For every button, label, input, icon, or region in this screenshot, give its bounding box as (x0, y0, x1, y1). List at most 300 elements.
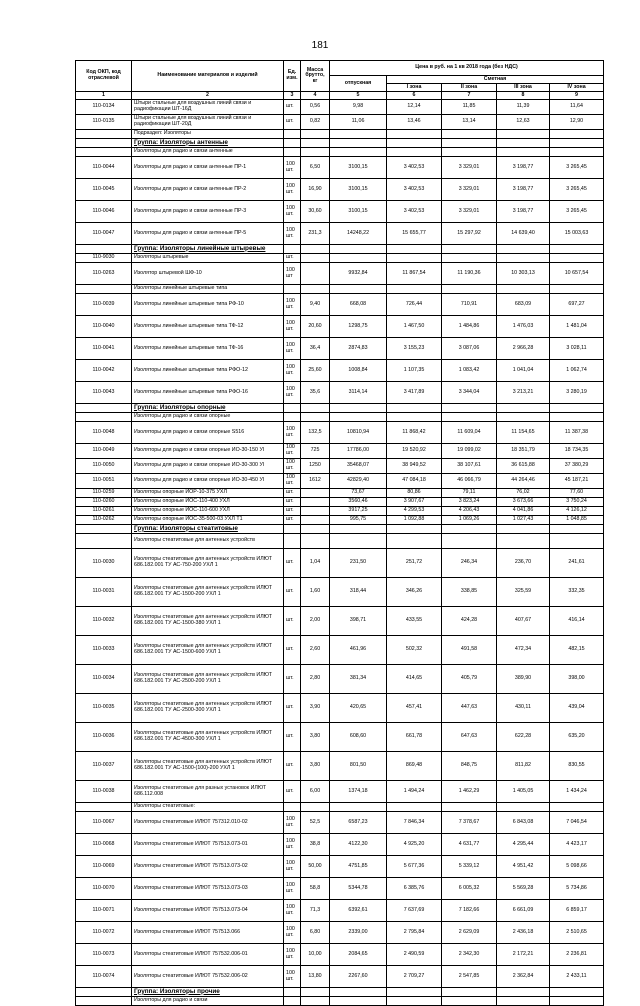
table-row (76, 498, 604, 507)
row-price-zone-3: 2 966,28 (497, 338, 550, 360)
row-unit (284, 534, 301, 549)
row-unit: 100 шт. (284, 179, 301, 201)
row-price-zone-3: 10 303,13 (497, 263, 550, 285)
row-price-zone-1: 346,26 (387, 578, 442, 607)
row-unit (284, 988, 301, 997)
row-name: Изолятор штыревой ШФ-10 (132, 263, 284, 285)
row-price-zone-2 (442, 803, 497, 812)
row-name: Группа: Изоляторы опорные (132, 404, 284, 413)
row-code: 110-0070 (76, 878, 132, 900)
row-price-zone-1 (387, 148, 442, 157)
row-code (76, 988, 132, 997)
group-header-row (76, 525, 604, 534)
row-name: Изоляторы стеатитовые для антенных устройств ИЛЮТ 686.182.001 ТУ АС-4500-300 УХЛ 1 (132, 723, 284, 752)
group-header-row (76, 988, 604, 997)
row-price-release: 461,96 (330, 636, 387, 665)
row-mass: 2,60 (301, 636, 330, 665)
row-unit: 100 шт. (284, 201, 301, 223)
row-mass: 132,5 (301, 422, 330, 444)
row-price-zone-3: 1 405,05 (497, 781, 550, 803)
row-code: 110-0045 (76, 179, 132, 201)
table-row (76, 812, 604, 834)
row-unit: 100 шт. (284, 878, 301, 900)
row-code: 110-0261 (76, 507, 132, 516)
row-mass (301, 516, 330, 525)
row-unit: шт. (284, 498, 301, 507)
row-code (76, 413, 132, 422)
row-price-zone-4: 3 265,45 (550, 201, 604, 223)
table-row (76, 115, 604, 130)
row-price-zone-1: 414,65 (387, 665, 442, 694)
row-price-release (330, 139, 387, 148)
table-row (76, 694, 604, 723)
row-price-zone-2: 4 206,43 (442, 507, 497, 516)
row-unit: 100 шт. (284, 900, 301, 922)
row-price-zone-4: 7 046,54 (550, 812, 604, 834)
row-price-release: 608,60 (330, 723, 387, 752)
row-name: Группа: Изоляторы стеатитовые (132, 525, 284, 534)
row-price-zone-1: 47 084,18 (387, 474, 442, 489)
row-price-zone-3: 4 041,86 (497, 507, 550, 516)
row-code: 110-0048 (76, 422, 132, 444)
row-price-release: 3917,25 (330, 507, 387, 516)
row-code (76, 139, 132, 148)
row-price-release (330, 245, 387, 254)
table-row (76, 636, 604, 665)
row-code: 110-0071 (76, 900, 132, 922)
row-unit (284, 404, 301, 413)
row-price-zone-3 (497, 285, 550, 294)
row-mass: 36,4 (301, 338, 330, 360)
row-price-zone-3: 325,59 (497, 578, 550, 607)
row-price-release: 2874,83 (330, 338, 387, 360)
row-price-zone-3: 6 843,08 (497, 812, 550, 834)
row-price-zone-3: 5 569,28 (497, 878, 550, 900)
row-price-zone-2: 19 099,02 (442, 444, 497, 459)
category-row (76, 285, 604, 294)
row-price-zone-2: 7 182,66 (442, 900, 497, 922)
row-mass (301, 988, 330, 997)
row-price-zone-3: 407,67 (497, 607, 550, 636)
row-price-zone-4: 5 734,86 (550, 878, 604, 900)
row-price-zone-4: 3 028,11 (550, 338, 604, 360)
row-price-zone-3: 76,02 (497, 489, 550, 498)
row-code: 110-0263 (76, 263, 132, 285)
row-mass (301, 130, 330, 139)
row-price-zone-3 (497, 413, 550, 422)
row-price-zone-1: 4 925,20 (387, 834, 442, 856)
category-row (76, 534, 604, 549)
row-price-zone-3 (497, 245, 550, 254)
row-price-zone-3: 4 295,44 (497, 834, 550, 856)
row-price-release: 4122,30 (330, 834, 387, 856)
group-header-row (76, 404, 604, 413)
category-row (76, 997, 604, 1006)
row-price-zone-1: 7 846,34 (387, 812, 442, 834)
row-price-zone-1 (387, 988, 442, 997)
row-unit (284, 413, 301, 422)
row-price-zone-3: 3 198,77 (497, 201, 550, 223)
row-code (76, 534, 132, 549)
row-price-zone-2: 1 069,26 (442, 516, 497, 525)
row-unit: шт. (284, 636, 301, 665)
row-price-zone-4: 18 734,35 (550, 444, 604, 459)
row-price-zone-2: 3 087,06 (442, 338, 497, 360)
row-mass (301, 507, 330, 516)
table-row (76, 100, 604, 115)
row-unit: 100 шт. (284, 338, 301, 360)
row-price-release: 35468,07 (330, 459, 387, 474)
table-row (76, 201, 604, 223)
row-price-zone-3: 389,90 (497, 665, 550, 694)
row-price-zone-1 (387, 997, 442, 1006)
row-price-release (330, 285, 387, 294)
row-price-release: 14248,22 (330, 223, 387, 245)
row-price-zone-2 (442, 534, 497, 549)
row-code: 110-0034 (76, 665, 132, 694)
table-row (76, 578, 604, 607)
row-price-zone-2: 38 107,61 (442, 459, 497, 474)
row-price-zone-3: 12,63 (497, 115, 550, 130)
table-row (76, 157, 604, 179)
row-price-zone-4: 1 048,85 (550, 516, 604, 525)
row-price-zone-1 (387, 534, 442, 549)
row-price-zone-2 (442, 139, 497, 148)
row-unit: шт. (284, 607, 301, 636)
header-unit: Ед. изм. (284, 61, 301, 92)
row-price-zone-1 (387, 285, 442, 294)
row-code (76, 285, 132, 294)
table-row (76, 263, 604, 285)
row-price-zone-3: 236,70 (497, 549, 550, 578)
row-mass (301, 489, 330, 498)
row-price-zone-2: 11 190,36 (442, 263, 497, 285)
price-table (75, 60, 604, 1006)
row-name: Группа: Изоляторы прочие (132, 988, 284, 997)
page-number: 181 (311, 40, 329, 51)
row-price-release: 1008,84 (330, 360, 387, 382)
row-mass (301, 148, 330, 157)
row-price-zone-2: 447,63 (442, 694, 497, 723)
row-code: 110-0134 (76, 100, 132, 115)
row-name: Изоляторы опорные ИОС-110-600 УХЛ (132, 507, 284, 516)
row-price-zone-4: 3 265,45 (550, 179, 604, 201)
row-price-zone-2 (442, 525, 497, 534)
row-unit: шт. (284, 507, 301, 516)
row-price-release (330, 997, 387, 1006)
row-price-release: 381,34 (330, 665, 387, 694)
row-name: Изоляторы линейные штыревые типа ТФ-12 (132, 316, 284, 338)
row-price-zone-2 (442, 997, 497, 1006)
row-price-zone-1: 3 907,67 (387, 498, 442, 507)
row-price-zone-3: 2 436,18 (497, 922, 550, 944)
row-mass: 1,60 (301, 578, 330, 607)
row-code: 110-9030 (76, 254, 132, 263)
table-row (76, 944, 604, 966)
row-price-zone-4: 11 387,38 (550, 422, 604, 444)
row-price-zone-4: 4 423,17 (550, 834, 604, 856)
table-row (76, 966, 604, 988)
row-price-zone-2: 405,79 (442, 665, 497, 694)
row-price-zone-3: 14 639,40 (497, 223, 550, 245)
row-unit: шт. (284, 694, 301, 723)
row-code: 110-0051 (76, 474, 132, 489)
row-price-zone-2 (442, 254, 497, 263)
row-price-zone-2: 2 342,30 (442, 944, 497, 966)
table-row (76, 474, 604, 489)
row-name: Группа: Изоляторы линейные штыревые (132, 245, 284, 254)
table-row (76, 922, 604, 944)
row-code (76, 997, 132, 1006)
row-price-zone-2: 246,34 (442, 549, 497, 578)
row-price-zone-2: 2 547,85 (442, 966, 497, 988)
row-price-zone-4 (550, 130, 604, 139)
row-price-release (330, 988, 387, 997)
row-price-zone-2: 1 484,86 (442, 316, 497, 338)
row-price-zone-4: 3 280,19 (550, 382, 604, 404)
row-price-release: 11,06 (330, 115, 387, 130)
row-unit: шт. (284, 665, 301, 694)
row-unit (284, 130, 301, 139)
row-code: 110-0042 (76, 360, 132, 382)
row-code: 110-0072 (76, 922, 132, 944)
col-number: 2 (132, 92, 284, 100)
header-estimate: Сметная (387, 76, 604, 84)
row-code: 110-0135 (76, 115, 132, 130)
table-row (76, 179, 604, 201)
row-mass: 38,8 (301, 834, 330, 856)
row-price-zone-2 (442, 285, 497, 294)
table-row (76, 781, 604, 803)
row-price-zone-2 (442, 404, 497, 413)
row-price-release: 4751,85 (330, 856, 387, 878)
row-unit: 100 шт. (284, 382, 301, 404)
row-price-zone-2: 848,75 (442, 752, 497, 781)
row-price-zone-2: 491,58 (442, 636, 497, 665)
row-price-zone-4 (550, 803, 604, 812)
table-row (76, 549, 604, 578)
row-mass (301, 285, 330, 294)
row-code (76, 803, 132, 812)
row-price-zone-3: 3 213,21 (497, 382, 550, 404)
row-code (76, 525, 132, 534)
row-unit (284, 285, 301, 294)
row-code (76, 404, 132, 413)
row-price-zone-3: 36 615,88 (497, 459, 550, 474)
row-price-zone-3: 1 041,04 (497, 360, 550, 382)
row-name: Изоляторы линейные штыревые типа (132, 285, 284, 294)
row-mass: 1612 (301, 474, 330, 489)
row-price-zone-2: 46 066,79 (442, 474, 497, 489)
row-price-zone-1: 2 709,27 (387, 966, 442, 988)
row-price-zone-1 (387, 803, 442, 812)
row-price-release: 2339,00 (330, 922, 387, 944)
row-price-zone-2: 3 329,01 (442, 179, 497, 201)
row-price-zone-3: 6 661,09 (497, 900, 550, 922)
row-price-zone-2: 1 083,42 (442, 360, 497, 382)
row-price-zone-3 (497, 525, 550, 534)
row-price-zone-1 (387, 245, 442, 254)
table-row (76, 516, 604, 525)
row-code: 110-0043 (76, 382, 132, 404)
row-unit (284, 803, 301, 812)
row-price-zone-1: 3 417,89 (387, 382, 442, 404)
row-price-release: 420,65 (330, 694, 387, 723)
row-price-zone-1: 4 299,53 (387, 507, 442, 516)
row-price-zone-2 (442, 245, 497, 254)
row-price-zone-1 (387, 404, 442, 413)
row-price-zone-4: 1 481,04 (550, 316, 604, 338)
row-name: Изоляторы стеатитовые для антенных устройств ИЛЮТ 686.182.001 ТУ АС-1500-(100)-200 УХЛ 1 (132, 752, 284, 781)
row-mass: 1,04 (301, 549, 330, 578)
row-unit: 100 шт. (284, 294, 301, 316)
row-price-release (330, 148, 387, 157)
row-mass (301, 997, 330, 1006)
row-price-zone-3 (497, 139, 550, 148)
row-price-zone-4 (550, 285, 604, 294)
row-price-zone-1 (387, 254, 442, 263)
row-name: Изоляторы стеатитовые для антенных устройств (132, 534, 284, 549)
row-name: Изоляторы стеатитовые: (132, 803, 284, 812)
row-mass: 0,56 (301, 100, 330, 115)
row-mass (301, 254, 330, 263)
row-price-zone-2: 11 609,04 (442, 422, 497, 444)
row-name: Изоляторы стеатитовые для разных установок ИЛЮТ 686.112.008 (132, 781, 284, 803)
row-price-zone-2 (442, 130, 497, 139)
row-mass: 25,60 (301, 360, 330, 382)
row-name: Изоляторы стеатитовые для антенных устройств ИЛЮТ 686.182.001 ТУ АС-1500-380 УХЛ 1 (132, 607, 284, 636)
row-name: Изоляторы стеатитовые ИЛЮТ 757513.073-03 (132, 878, 284, 900)
row-unit: 100 шт. (284, 157, 301, 179)
row-name: Изоляторы линейные штыревые типа ТФ-16 (132, 338, 284, 360)
row-price-zone-1: 3 402,53 (387, 157, 442, 179)
row-price-zone-4: 6 859,17 (550, 900, 604, 922)
row-unit: 100 шт. (284, 360, 301, 382)
row-price-release: 801,50 (330, 752, 387, 781)
row-mass (301, 413, 330, 422)
row-name: Изоляторы штыревые (132, 254, 284, 263)
row-price-zone-1: 869,48 (387, 752, 442, 781)
category-row (76, 148, 604, 157)
row-unit: шт. (284, 516, 301, 525)
row-name: Изоляторы линейные штыревые типа РФО-16 (132, 382, 284, 404)
row-price-zone-3 (497, 254, 550, 263)
row-price-release (330, 413, 387, 422)
row-price-zone-4: 697,27 (550, 294, 604, 316)
row-price-zone-1: 80,86 (387, 489, 442, 498)
row-price-release: 17786,00 (330, 444, 387, 459)
row-price-zone-1: 1 494,24 (387, 781, 442, 803)
row-unit: шт. (284, 578, 301, 607)
row-mass: 725 (301, 444, 330, 459)
row-code: 110-0035 (76, 694, 132, 723)
row-price-zone-4 (550, 997, 604, 1006)
row-price-zone-3: 1 027,43 (497, 516, 550, 525)
row-price-release: 3100,15 (330, 201, 387, 223)
row-price-zone-3: 430,11 (497, 694, 550, 723)
table-row (76, 607, 604, 636)
row-unit: 100 шт. (284, 834, 301, 856)
column-index-row (76, 92, 604, 100)
row-name: Изоляторы стеатитовые ИЛЮТ 757513.073-01 (132, 834, 284, 856)
table-row (76, 665, 604, 694)
row-code: 110-0036 (76, 723, 132, 752)
category-row (76, 413, 604, 422)
row-name: Изоляторы опорные ИОР-10-375 УХЛ (132, 489, 284, 498)
row-price-zone-1 (387, 130, 442, 139)
row-price-zone-4: 398,00 (550, 665, 604, 694)
row-price-zone-4: 439,04 (550, 694, 604, 723)
row-price-zone-4: 4 126,12 (550, 507, 604, 516)
row-price-zone-1: 3 402,53 (387, 201, 442, 223)
row-price-zone-4: 2 433,11 (550, 966, 604, 988)
row-price-release: 398,71 (330, 607, 387, 636)
table-row (76, 223, 604, 245)
row-mass: 30,60 (301, 201, 330, 223)
row-price-zone-1: 1 107,35 (387, 360, 442, 382)
row-price-zone-1 (387, 139, 442, 148)
table-row (76, 900, 604, 922)
row-price-zone-2: 2 629,09 (442, 922, 497, 944)
row-mass: 231,3 (301, 223, 330, 245)
header-zone-2: II зона (442, 84, 497, 92)
col-number: 7 (442, 92, 497, 100)
table-row (76, 422, 604, 444)
group-header-row (76, 245, 604, 254)
row-price-zone-3: 11,39 (497, 100, 550, 115)
row-price-zone-1 (387, 413, 442, 422)
row-mass: 6,50 (301, 157, 330, 179)
row-price-zone-3: 11 154,65 (497, 422, 550, 444)
row-price-zone-3: 622,28 (497, 723, 550, 752)
row-unit: 100 шт. (284, 422, 301, 444)
row-price-release (330, 130, 387, 139)
row-price-zone-2: 647,63 (442, 723, 497, 752)
row-price-zone-4 (550, 413, 604, 422)
row-price-release (330, 534, 387, 549)
row-price-zone-4: 416,14 (550, 607, 604, 636)
row-price-zone-1: 3 155,23 (387, 338, 442, 360)
row-price-zone-1: 12,14 (387, 100, 442, 115)
row-price-release: 3100,15 (330, 179, 387, 201)
row-mass: 58,8 (301, 878, 330, 900)
row-name: Изоляторы стеатитовые для антенных устройств ИЛЮТ 686.182.001 ТУ АС-2500-200 УХЛ 1 (132, 665, 284, 694)
col-number: 1 (76, 92, 132, 100)
row-price-zone-3: 18 351,79 (497, 444, 550, 459)
row-price-zone-4: 11,64 (550, 100, 604, 115)
row-price-zone-3: 2 362,84 (497, 966, 550, 988)
row-price-zone-2: 3 823,24 (442, 498, 497, 507)
header-name: Наименование материалов и изделий (132, 61, 284, 92)
row-name: Изоляторы стеатитовые ИЛЮТ 757513.073-04 (132, 900, 284, 922)
table-row (76, 723, 604, 752)
row-price-zone-2: 13,14 (442, 115, 497, 130)
row-price-release (330, 803, 387, 812)
row-price-zone-1: 13,46 (387, 115, 442, 130)
row-name: Изоляторы для радио и связи антенные ПР-1 (132, 157, 284, 179)
row-price-zone-3: 811,82 (497, 752, 550, 781)
row-price-zone-4: 45 187,21 (550, 474, 604, 489)
row-name: Изоляторы стеатитовые ИЛЮТ 757312.010-02 (132, 812, 284, 834)
row-unit: 100 шт. (284, 856, 301, 878)
row-mass (301, 803, 330, 812)
row-unit (284, 997, 301, 1006)
row-mass (301, 534, 330, 549)
row-name: Изоляторы для радио и связи антенные ПР-3 (132, 201, 284, 223)
row-unit: шт. (284, 752, 301, 781)
row-mass: 10,00 (301, 944, 330, 966)
row-price-zone-4 (550, 534, 604, 549)
